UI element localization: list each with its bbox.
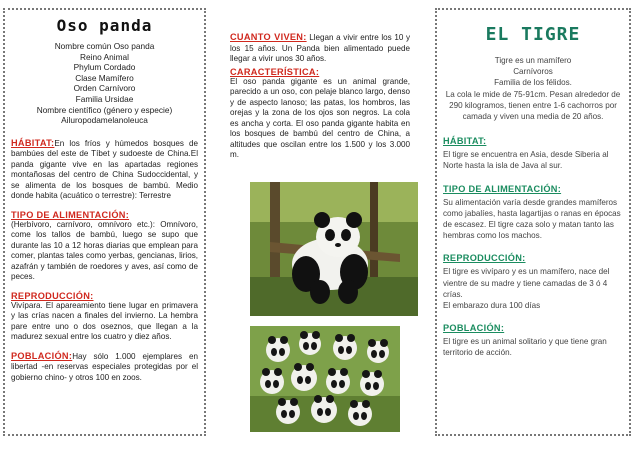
tiger-repro-section: [443, 253, 623, 311]
tiger-intro-line: La cola le mide de 75-91cm. Pesan alrededor de 290 kilogramos, tienen entre 1-6 cachorros por camada y viven una media de 20 años.: [445, 89, 621, 122]
tiger-repro-heading: REPRODUCCIÓN:: [443, 253, 526, 264]
tiger-repro-text-2: El embarazo dura 100 días: [443, 301, 541, 311]
panda-pop-text: Hay sólo 1.000 ejemplares en libertad -en reservas especiales protegidas por el gobierno chino- y otros 100 en zoos.: [11, 351, 198, 382]
taxonomy-line: Nombre científico (género y especie): [36, 104, 173, 115]
panda-life-block: [230, 32, 410, 65]
panda-habitat-heading: HÁBITAT:: [11, 137, 55, 148]
panda-panel: [3, 8, 206, 436]
panda-pop-section: [11, 351, 198, 384]
taxonomy-line: Familia Ursidae: [75, 93, 134, 104]
tiger-pop-section: [443, 323, 623, 358]
tiger-intro-line: Tigre es un mamífero: [494, 56, 572, 65]
panda-cubs-graphic: [250, 326, 400, 432]
panda-taxonomy: [11, 41, 198, 126]
panda-photo: [250, 182, 418, 316]
taxonomy-line: Nombre común Oso panda: [54, 41, 155, 51]
tiger-food-section: [443, 184, 623, 242]
panda-char-heading: CARACTERÍSTICA:: [230, 66, 320, 77]
panda-life-heading: CUANTO VIVEN:: [230, 32, 307, 42]
panda-habitat-section: [11, 138, 198, 202]
panda-repro-section: [11, 291, 198, 343]
tiger-habitat-section: [443, 136, 623, 171]
taxonomy-line: Phylum Cordado: [73, 62, 136, 73]
taxonomy-line: Reino Animal: [80, 51, 129, 62]
tiger-food-text: Su alimentación varía desde grandes mamíferos como jabalíes, hasta lagartijas o ranas en épocas de escasez. El tigre caza solo y matan tanto las hembras como los machos.: [443, 197, 621, 241]
tiger-panel: [435, 8, 631, 436]
panda-repro-heading: REPRODUCCIÓN:: [11, 290, 94, 301]
panda-repro-text: Vivípara. El apareamiento tiene lugar en primavera y las crías nacen a finales del invierno. La hembra pare entre uno o dos oseznos, que llegan a la madurez sexual entre los cuatro y diez años.: [11, 300, 198, 342]
panda-photo-graphic: [250, 182, 418, 316]
panda-char-text: El oso panda gigante es un animal grande, parecido a un oso, con pelaje blanco largo, denso y de aspecto lanoso; las patas, los hombros, las orejas y la zona de los ojos son negros. La cola es ancha y corta. El oso panda gigante habita en los bosques de bambú del centro de China, a altitudes que oscilan entre los 1.500 y los 3.000 m.: [230, 76, 410, 159]
tiger-pop-heading: POBLACIÓN:: [443, 323, 505, 334]
tiger-habitat-text: El tigre se encuentra en Asia, desde Siberia al Norte hasta la isla de Java al sur.: [443, 150, 609, 171]
tiger-intro-line: Familia de los félidos.: [494, 78, 572, 88]
panda-pop-heading: POBLACIÓN:: [11, 350, 73, 361]
taxonomy-line: Ailuropodamelanoleuca: [61, 115, 148, 126]
panda-middle-panel: [222, 8, 418, 436]
panda-cubs-photo: [250, 326, 400, 432]
panda-food-text: (Herbívoro, carnívoro, omnívoro etc.): Omnívoro, come los tallos de bambú, luego se supo que durante las 10 a 12 horas diarias que emplean para comer, plantas tales como yerbas, gencianas, lirios, azafrán y también de roedores y aves, así como de peces.: [11, 219, 198, 282]
panda-food-heading: TIPO DE ALIMENTACIÓN:: [11, 209, 130, 220]
tiger-repro-text: El tigre es vivíparo y es un mamífero, nace del vientre de su madre y tiene camadas de 3 ó 4 crías.: [443, 267, 610, 299]
tiger-title: EL TIGRE: [485, 24, 581, 45]
panda-food-section: [11, 210, 198, 283]
panda-habitat-text: En los fríos y húmedos bosques de bambúes del este de Tíbet y sudoeste de China.El panda gigante vive en las apartadas regiones montañosas del centro de China Sudoccidental, y se alimenta de los bosques de bambú. Medio donde habita (acuático o terrestre): Terrestre: [11, 138, 198, 201]
taxonomy-line: Orden Carnívoro: [73, 83, 136, 94]
tiger-pop-text: El tigre es un animal solitario y que tiene gran territorio de acción.: [443, 337, 607, 358]
panda-title: Oso panda: [56, 16, 153, 35]
tiger-food-heading: TIPO DE ALIMENTACIÓN:: [443, 183, 562, 194]
tiger-habitat-heading: HÁBITAT:: [443, 136, 487, 147]
panda-life-text: Llegan a vivir entre los 10 y los 15 años. Un Panda bien alimentado puede llegar a vivir unos 30 años.: [230, 33, 410, 63]
tiger-intro-line: Carnívoros: [513, 67, 553, 77]
taxonomy-line: Clase Mamífero: [75, 72, 134, 83]
